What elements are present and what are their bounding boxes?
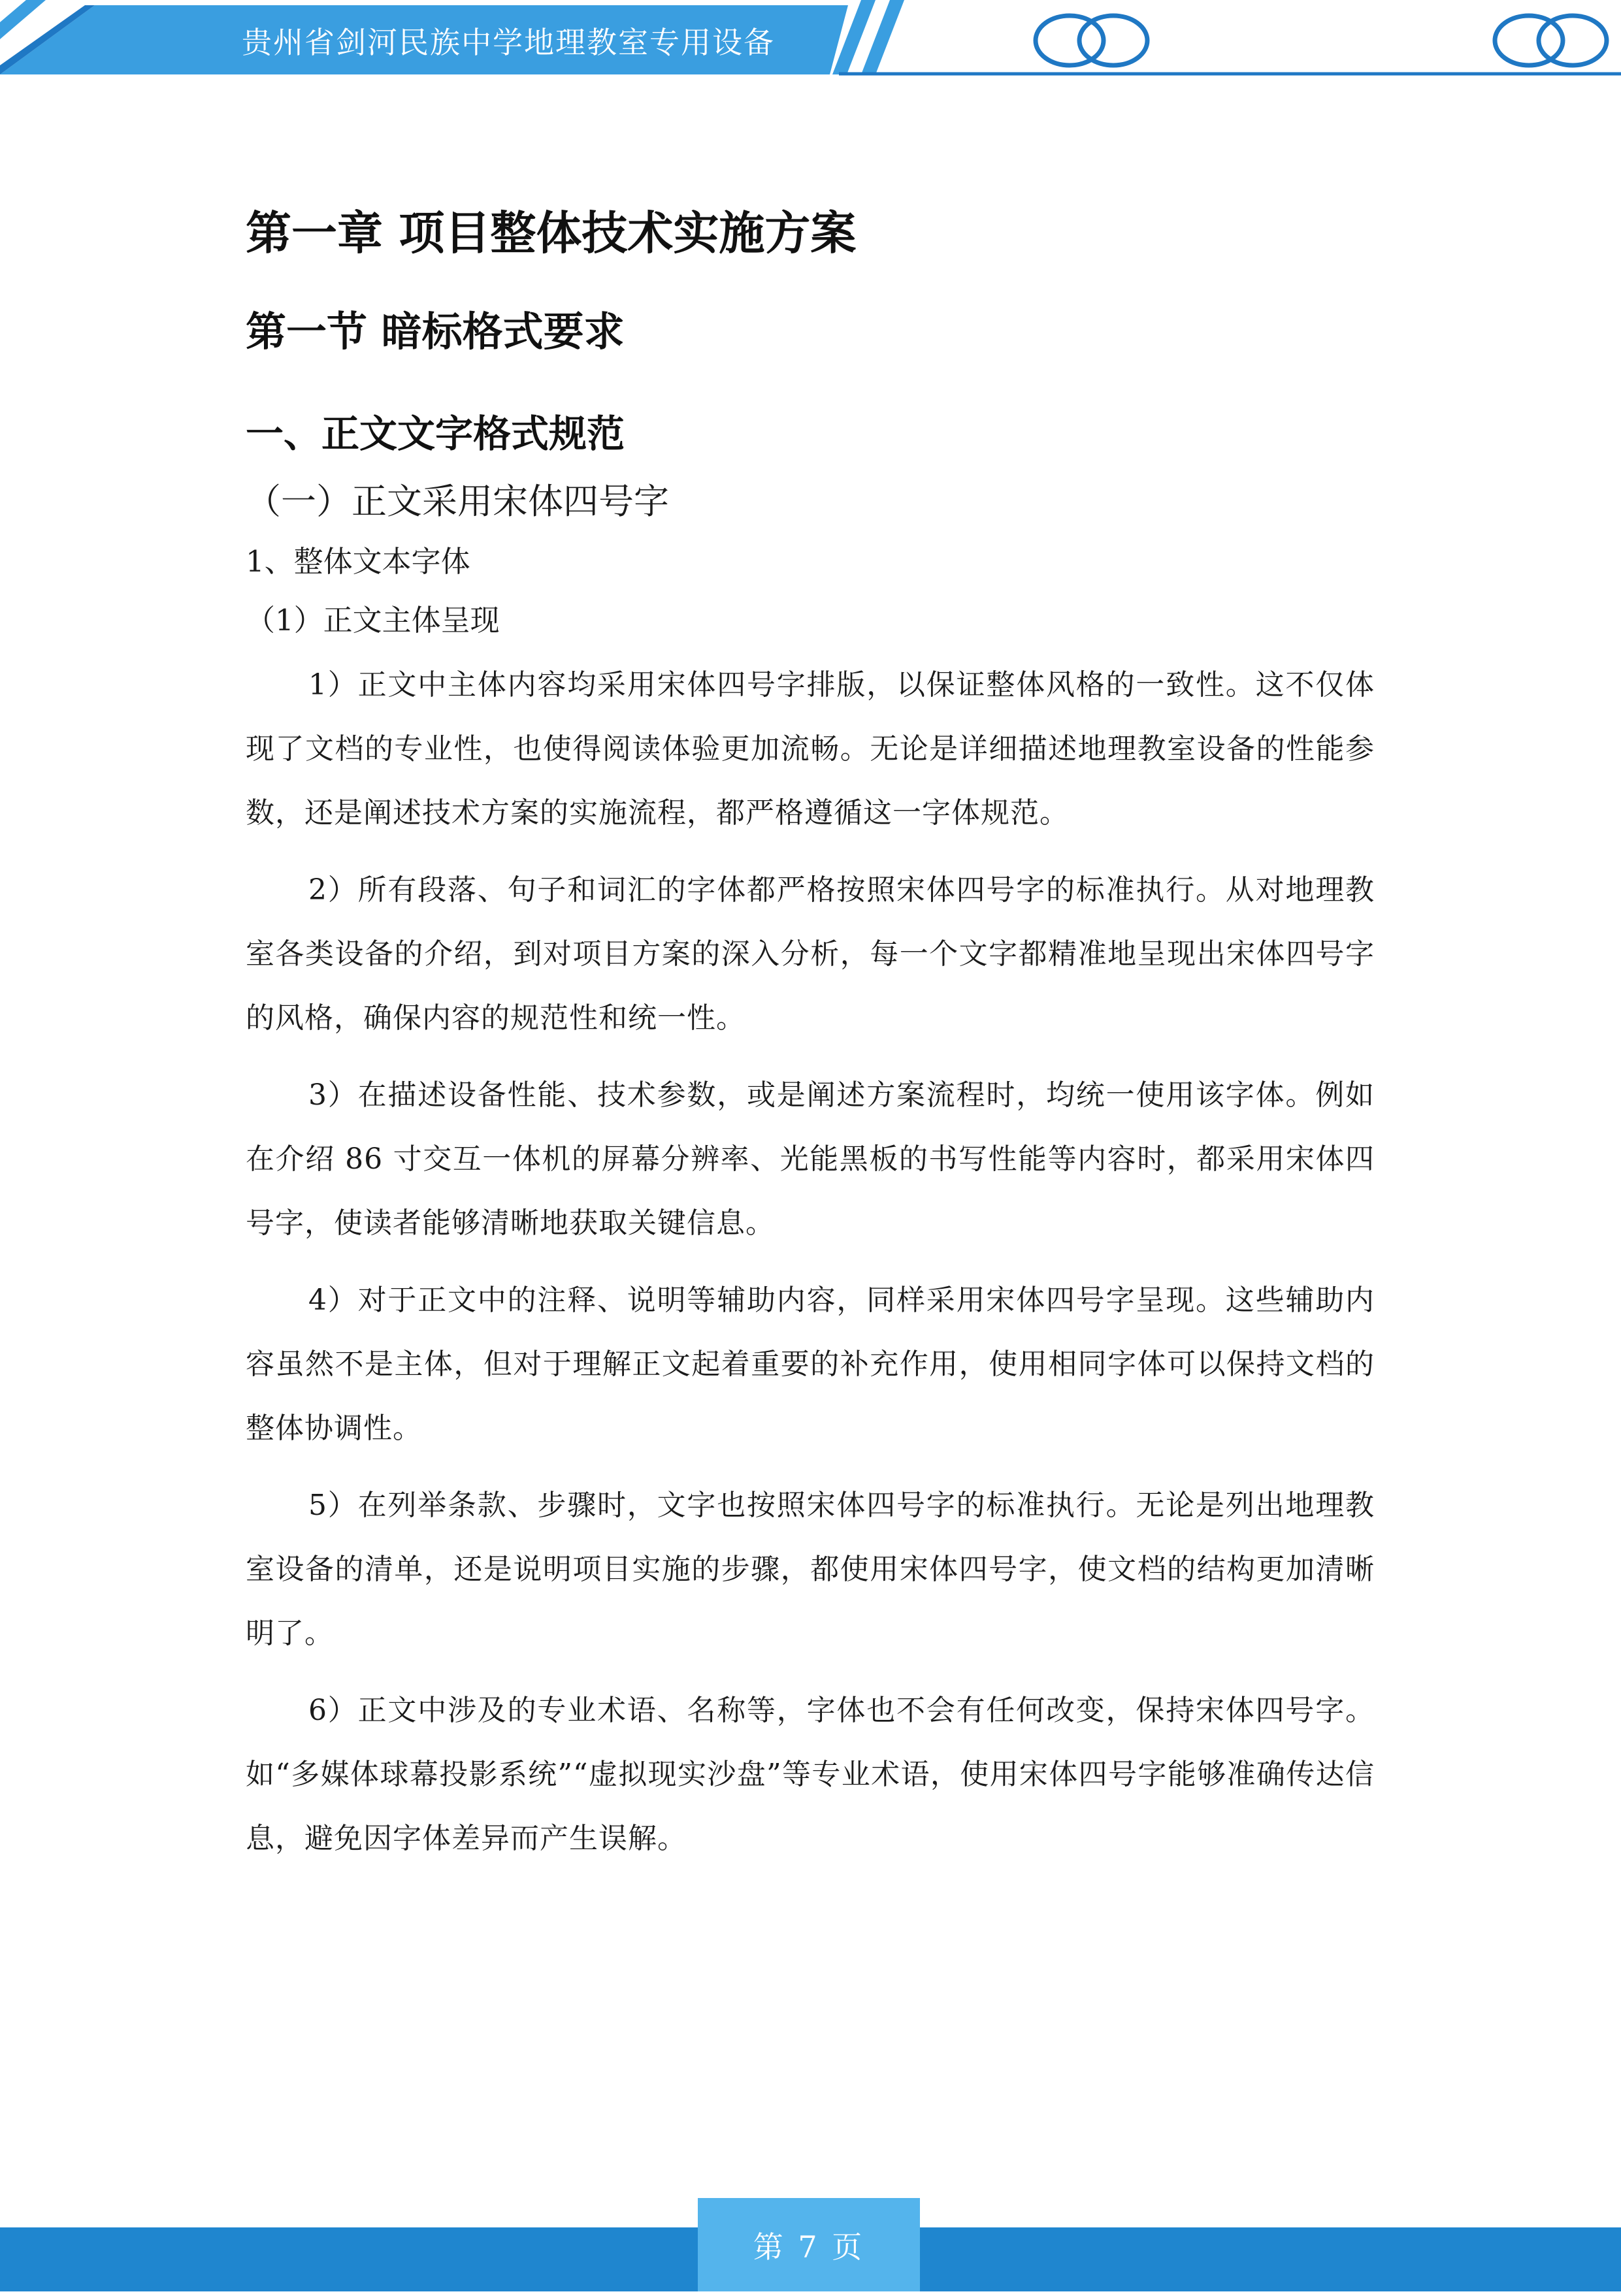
- header-title: 贵州省剑河民族中学地理教室专用设备: [242, 25, 775, 60]
- subitem-heading: 1、整体文本字体: [246, 544, 470, 579]
- paragraph-list: [246, 653, 1375, 1884]
- page-number: 第 7 页: [698, 2198, 920, 2291]
- section-heading: 第一节 暗标格式要求: [246, 308, 625, 355]
- ring-logo-icon: [1036, 16, 1147, 65]
- header-left-stripe-1: [0, 0, 46, 39]
- body-paragraph: 4）对于正文中的注释、说明等辅助内容，同样采用宋体四号字呈现。这些辅助内容虽然不是主体，但对于理解正文起着重要的补充作用，使用相同字体可以保持文档的整体协调性。: [246, 1284, 1375, 1445]
- body-paragraph: 3）在描述设备性能、技术参数，或是阐述方案流程时，均统一使用该字体。例如在介绍 86 寸交互一体机的屏幕分辨率、光能黑板的书写性能等内容时，都采用宋体四号字，使读者能够清晰地获取关键信息。: [246, 1078, 1375, 1240]
- body-paragraph: 6）正文中涉及的专业术语、名称等，字体也不会有任何改变，保持宋体四号字。如“多媒体球幕投影系统”“虚拟现实沙盘”等专业术语，使用宋体四号字能够准确传达信息，避免因字体差异而产生误解。: [246, 1694, 1375, 1855]
- subsubitem-heading: （1）正文主体呈现: [246, 603, 500, 638]
- ring-logo-icon: [1495, 16, 1607, 65]
- body-paragraph: 1）正文中主体内容均采用宋体四号字排版，以保证整体风格的一致性。这不仅体现了文档的专业性，也使得阅读体验更加流畅。无论是详细描述地理教室设备的性能参数，还是阐述技术方案的实施流程，都严格遵循这一字体规范。: [246, 668, 1375, 830]
- chapter-heading: 第一章 项目整体技术实施方案: [246, 206, 857, 260]
- body-paragraph: 2）所有段落、句子和词汇的字体都严格按照宋体四号字的标准执行。从对地理教室各类设备的介绍，到对项目方案的深入分析，每一个文字都精准地呈现出宋体四号字的风格，确保内容的规范性和统一性。: [246, 873, 1375, 1035]
- subsection-heading: 一、正文文字格式规范: [246, 412, 625, 456]
- body-paragraph: 5）在列举条款、步骤时，文字也按照宋体四号字的标准执行。无论是列出地理教室设备的清单，还是说明项目实施的步骤，都使用宋体四号字，使文档的结构更加清晰明了。: [246, 1489, 1375, 1650]
- item-heading: （一）正文采用宋体四号字: [246, 481, 669, 522]
